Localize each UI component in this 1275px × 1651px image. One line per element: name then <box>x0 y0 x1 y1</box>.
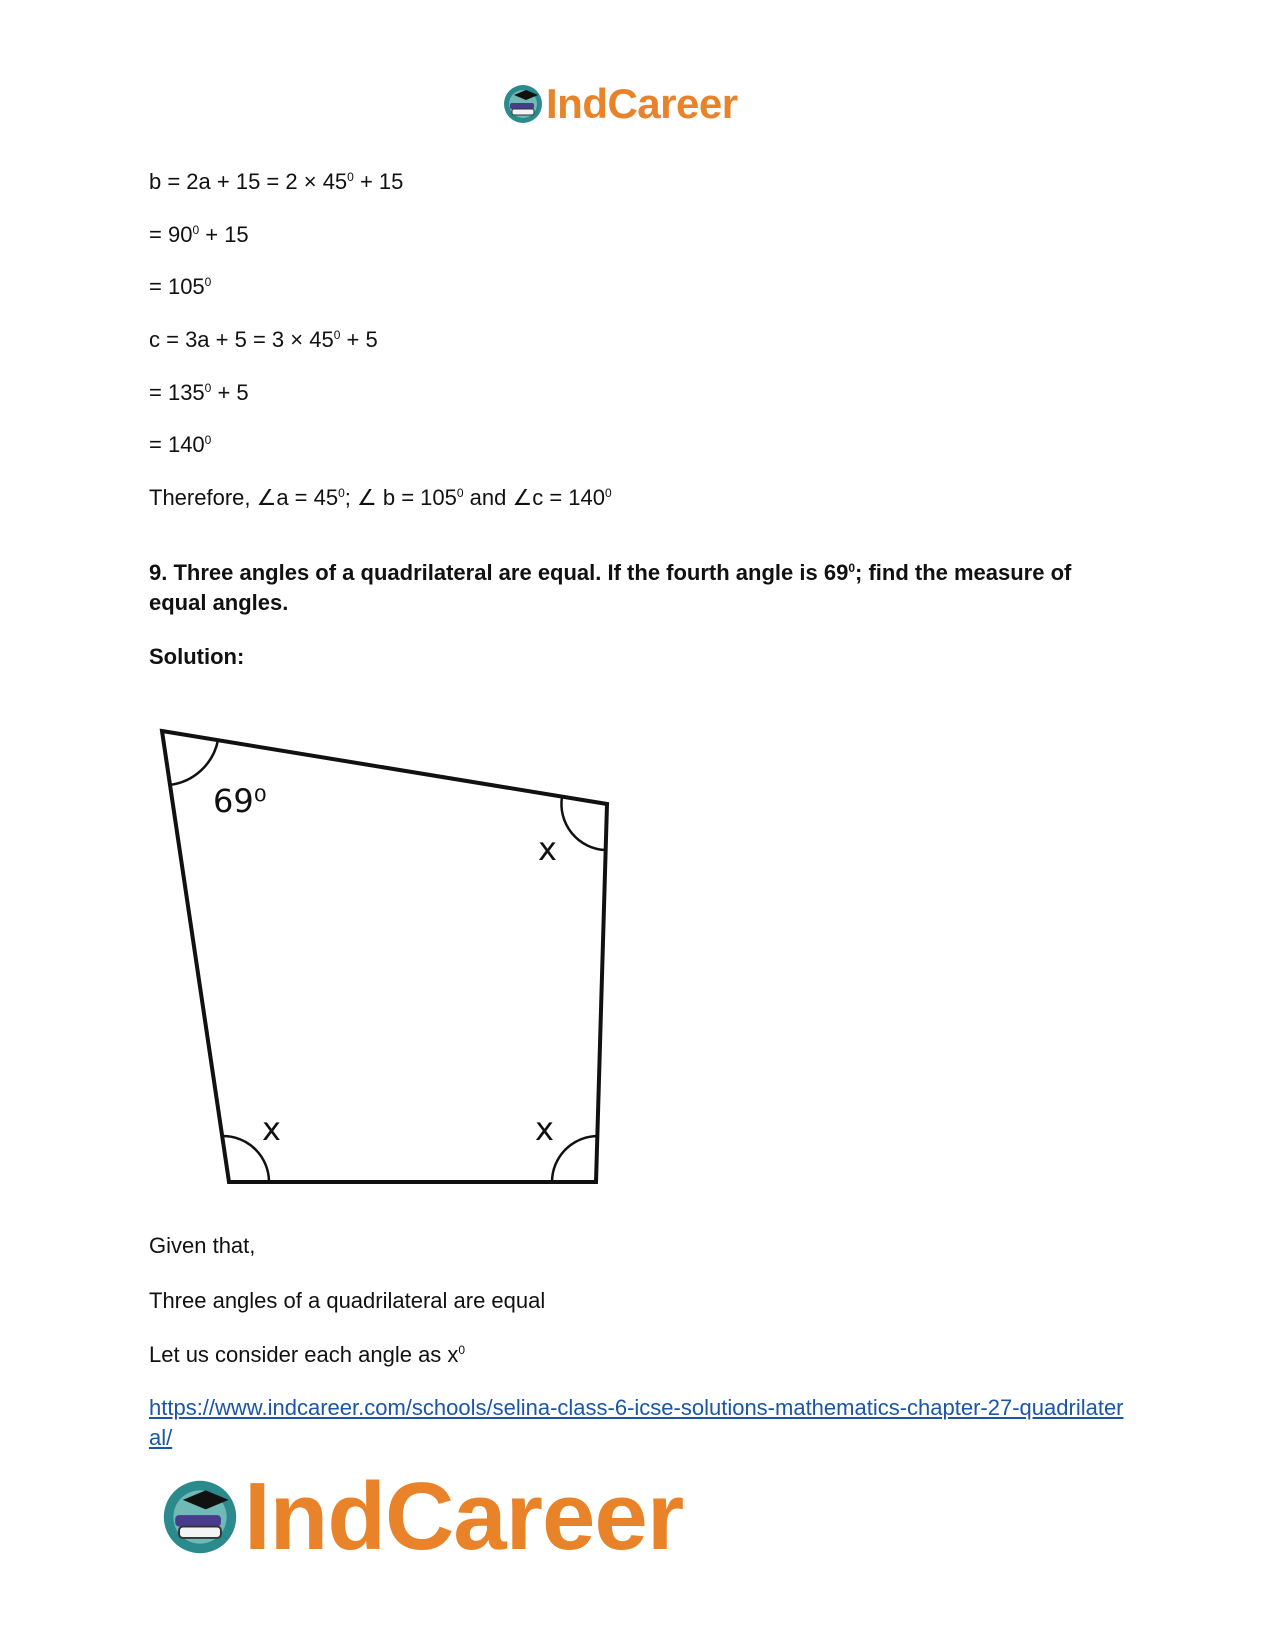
angle-arc-top-left <box>169 740 218 785</box>
angle-arc-bottom-right <box>552 1136 598 1182</box>
quadrilateral-figure <box>150 720 630 1200</box>
angle-label-bottom-right: x <box>535 1110 554 1148</box>
angle-label-top-left: 69⁰ <box>213 782 267 820</box>
consider-line: Let us consider each angle as $x^0$ <box>149 1342 466 1367</box>
equation-line-1: $b = 2a + 15 = 2 \times 45^0 + 15$ <box>149 169 404 194</box>
equation-line-4: $c = 3a + 5 = 3 \times 45^0 + 5$ <box>149 327 378 352</box>
source-link[interactable]: https://www.indcareer.com/schools/selina-class-6-icse-solutions-mathematics-chapter-27-quadrilateral/ <box>149 1395 1124 1450</box>
books-globe-icon <box>160 1477 240 1557</box>
therefore-line: Therefore, ∠a = $45^0$; ∠ $b = 105^0$ and ∠c = $140^0$ <box>149 485 612 510</box>
equation-line-2: = $90^0 + 15$ <box>149 222 249 247</box>
header-logo[interactable] <box>502 80 738 128</box>
angle-label-top-right: x <box>538 830 557 868</box>
equation-line-5: = $135^0 + 5$ <box>149 380 249 405</box>
header-logo-text: IndCareer <box>546 80 738 127</box>
footer-logo[interactable] <box>160 1462 683 1572</box>
angle-arc-top-right <box>561 797 605 850</box>
books-globe-icon <box>502 83 544 125</box>
given-that: Given that, <box>149 1233 256 1258</box>
equation-line-3: = $105^0$ <box>149 274 212 299</box>
question-9: 9. Three angles of a quadrilateral are equal. If the fourth angle is $69^0$; find the measure of equal angles. <box>149 560 1072 615</box>
solution-label: Solution: <box>149 644 245 669</box>
equation-line-6: = $140^0$ <box>149 432 212 457</box>
angle-label-bottom-left: x <box>262 1110 281 1148</box>
statement-line: Three angles of a quadrilateral are equal <box>149 1288 546 1313</box>
footer-logo-text: IndCareer <box>244 1463 684 1570</box>
